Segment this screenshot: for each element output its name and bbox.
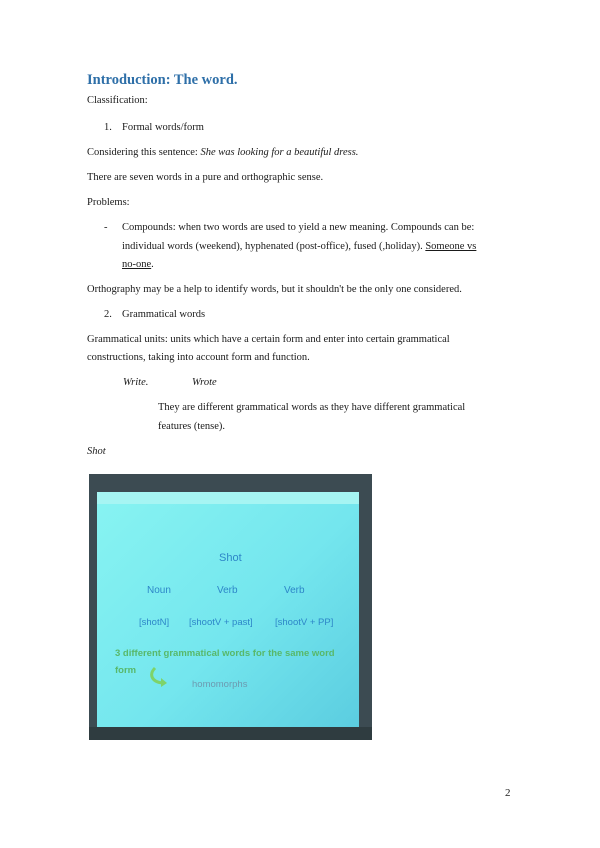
list-item-formal-words: Formal words/form: [122, 122, 204, 133]
slide-col-noun: Noun: [147, 585, 171, 596]
units-line-1: Grammatical units: units which have a certain form and enter into certain grammatical: [87, 334, 450, 345]
someone-vs-underlined: Someone vs: [425, 241, 477, 252]
slide-title: Shot: [219, 552, 242, 564]
list-number-2: 2.: [104, 309, 112, 320]
slide-form-1: [shotN]: [139, 617, 170, 628]
orthography-paragraph: Orthography may be a help to identify words, but it shouldn't be the only one considered.: [87, 284, 462, 295]
projector-title-bar: [97, 492, 359, 504]
shot-label: Shot: [87, 446, 106, 457]
projected-slide: [97, 492, 359, 727]
list-item-grammatical-words: Grammatical words: [122, 309, 206, 320]
bullet-line-2-text: individual words (weekend), hyphenated (post-office), fused (,holiday).: [122, 241, 426, 252]
pair-write: Write.: [123, 377, 149, 388]
projector-taskbar: [89, 727, 372, 740]
bullet-line-1: Compounds: when two words are used to yield a new meaning. Compounds can be:: [122, 222, 475, 233]
page-heading: Introduction: The word.: [87, 72, 238, 88]
bullet-line-3-end: .: [151, 259, 154, 270]
seven-words-paragraph: There are seven words in a pure and orthographic sense.: [87, 172, 324, 183]
list-number-1: 1.: [104, 122, 112, 133]
different-line-2: features (tense).: [158, 421, 226, 432]
bullet-line-2: [122, 241, 476, 252]
slide-caption-line-2: form: [115, 665, 137, 676]
slide-col-verb-2: Verb: [284, 585, 305, 596]
slide-photo: [89, 474, 372, 740]
slide-caption-line-1: 3 different grammatical words for the same word: [115, 648, 335, 659]
considering-prefix: Considering this sentence:: [87, 147, 201, 158]
problems-label: Problems:: [87, 197, 130, 208]
slide-col-verb-1: Verb: [217, 585, 238, 596]
bullet-line-3: [122, 259, 154, 270]
page-number: 2: [505, 787, 511, 799]
classification-label: Classification:: [87, 95, 148, 106]
units-line-2: constructions, taking into account form and function.: [87, 352, 310, 363]
no-one-underlined: no-one: [122, 259, 152, 270]
pair-wrote: Wrote: [192, 377, 217, 388]
slide-form-2: [shootV + past]: [189, 617, 253, 628]
different-line-1: They are different grammatical words as they have different grammatical: [158, 402, 466, 413]
slide-form-3: [shootV + PP]: [275, 617, 334, 628]
slide-term-homomorphs: homomorphs: [192, 679, 248, 690]
considering-paragraph: [87, 147, 358, 158]
bullet-dash: -: [104, 222, 108, 233]
curved-arrow-icon: [149, 666, 173, 688]
example-sentence: She was looking for a beautiful dress.: [200, 147, 359, 158]
